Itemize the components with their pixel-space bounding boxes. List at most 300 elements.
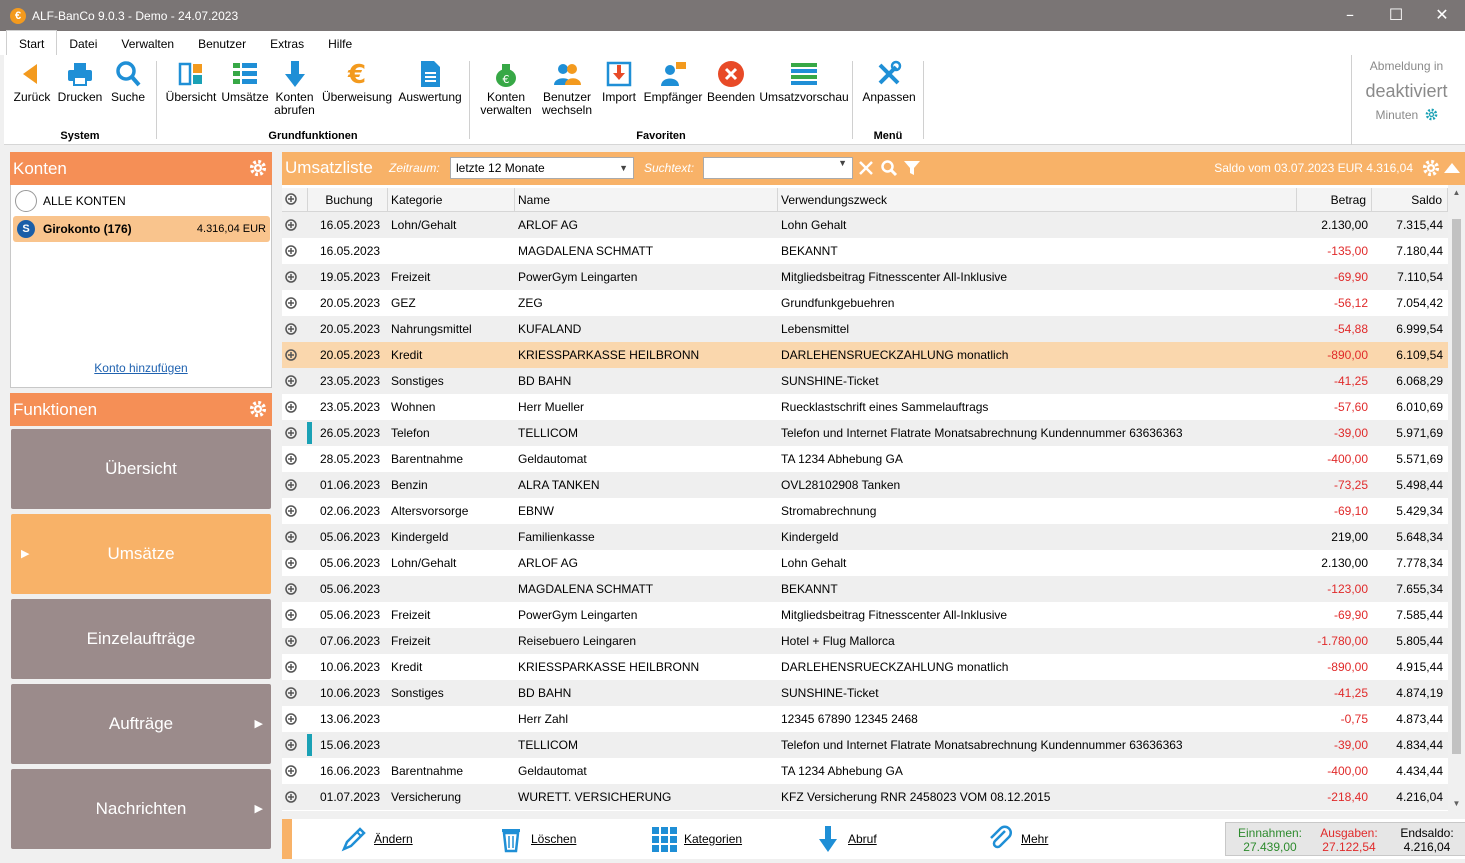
cell-purpose: 12345 67890 12345 2468 xyxy=(781,712,918,726)
abruf-button[interactable] xyxy=(814,825,877,853)
cell-date: 16.05.2023 xyxy=(320,218,381,232)
cell-amount: -69,90 xyxy=(1333,608,1368,622)
import-icon xyxy=(604,59,634,89)
saldo-text: Saldo vom 03.07.2023 EUR 4.316,04 xyxy=(1214,161,1413,175)
expand-row-plus-icon[interactable] xyxy=(285,713,297,725)
konten-verwalten-label-2: verwalten xyxy=(480,103,532,117)
cell-date: 20.05.2023 xyxy=(320,296,381,310)
cell-date: 23.05.2023 xyxy=(320,374,381,388)
cell-name: MAGDALENA SCHMATT xyxy=(518,582,654,596)
filter-icon[interactable] xyxy=(903,159,921,177)
cell-cat: Barentnahme xyxy=(391,764,464,778)
aendern-button[interactable] xyxy=(340,825,413,853)
funktion-einzelauftraege-label: Einzelaufträge xyxy=(86,629,196,648)
cell-date: 26.05.2023 xyxy=(320,426,381,440)
cell-name: Herr Zahl xyxy=(518,712,569,726)
collapse-up-icon[interactable] xyxy=(1443,159,1461,177)
cell-amount: -400,00 xyxy=(1327,764,1368,778)
column-header-betrag[interactable]: Betrag xyxy=(1297,188,1372,212)
konten-abrufen-button[interactable] xyxy=(272,59,317,117)
cell-name: BD BAHN xyxy=(518,686,572,700)
auswertung-label: Auswertung xyxy=(398,90,462,104)
expand-row-plus-icon[interactable] xyxy=(285,401,297,413)
preview-list-icon xyxy=(789,59,819,89)
cell-date: 10.06.2023 xyxy=(320,660,381,674)
table-row[interactable] xyxy=(282,420,1448,446)
users-icon xyxy=(552,59,582,89)
column-header-saldo[interactable]: Saldo xyxy=(1372,188,1448,212)
cell-name: ZEG xyxy=(518,296,543,310)
suchtext-label: Suchtext: xyxy=(644,161,695,175)
funktion-einzelauftraege-button[interactable] xyxy=(11,599,271,679)
expand-all-header[interactable] xyxy=(282,188,308,212)
suche-button[interactable] xyxy=(108,59,148,104)
cell-saldo: 7.110,54 xyxy=(1397,270,1443,284)
cell-cat: Lohn/Gehalt xyxy=(391,556,457,570)
umsaetze-ribbon-button[interactable] xyxy=(221,59,269,104)
cell-cat: Kredit xyxy=(391,348,423,362)
zurueck-label: Zurück xyxy=(13,90,51,104)
cell-cat xyxy=(391,238,513,264)
overview-icon xyxy=(176,59,206,89)
expand-row-plus-icon[interactable] xyxy=(285,505,297,517)
expand-row-plus-icon[interactable] xyxy=(285,479,297,491)
alle-konten-item[interactable] xyxy=(15,189,126,213)
ribbon-group-favoriten xyxy=(470,55,852,145)
cell-cat: Kredit xyxy=(391,660,423,674)
konten-verwalten-label-1: Konten xyxy=(486,90,526,104)
table-row[interactable] xyxy=(282,758,1448,784)
cell-purpose: DARLEHENSRUECKZAHLUNG monatlich xyxy=(781,348,1009,362)
table-row[interactable] xyxy=(282,680,1448,706)
cell-saldo: 6.068,29 xyxy=(1396,374,1443,388)
cell-name: TELLICOM xyxy=(518,738,579,752)
cell-date: 23.05.2023 xyxy=(320,400,381,414)
list-settings-gear-icon[interactable] xyxy=(1422,159,1440,177)
table-row[interactable] xyxy=(282,706,1448,732)
expand-row-plus-icon[interactable] xyxy=(285,219,297,231)
expand-arrow-icon: ▶ xyxy=(254,718,263,730)
expand-row-plus-icon[interactable] xyxy=(285,661,297,673)
chevron-down-icon: ▼ xyxy=(838,158,847,168)
umsatzliste-header xyxy=(282,152,1465,185)
uebersicht-ribbon-button[interactable] xyxy=(165,59,217,104)
cell-cat: Altersvorsorge xyxy=(391,504,469,518)
cell-amount: -39,00 xyxy=(1333,738,1368,752)
cell-name: PowerGym Leingarten xyxy=(518,270,638,284)
cell-name: WURETT. VERSICHERUNG xyxy=(518,790,672,804)
cell-name: ALRA TANKEN xyxy=(518,478,600,492)
cell-saldo: 7.585,44 xyxy=(1396,608,1443,622)
ausgaben-summary xyxy=(1310,826,1388,854)
cell-cat: GEZ xyxy=(391,296,416,310)
endsaldo-value: 4.216,04 xyxy=(1403,840,1451,854)
empfaenger-label: Empfänger xyxy=(643,90,703,104)
cell-purpose: BEKANNT xyxy=(781,244,838,258)
tools-icon xyxy=(874,59,904,89)
expand-row-plus-icon[interactable] xyxy=(285,271,297,283)
search-icon xyxy=(113,59,143,89)
cell-saldo: 6.109,54 xyxy=(1396,348,1443,362)
table-row[interactable] xyxy=(282,342,1448,368)
beenden-label: Beenden xyxy=(706,90,756,104)
euro-icon xyxy=(342,59,372,89)
row-marker xyxy=(307,734,312,756)
table-row[interactable] xyxy=(282,264,1448,290)
einnahmen-value: 27.439,00 xyxy=(1243,840,1297,854)
cell-purpose: Mitgliedsbeitrag Fitnesscenter All-Inklusive xyxy=(781,270,1008,284)
suchtext-input[interactable] xyxy=(703,157,853,179)
cell-name: KRIESSPARKASSE HEILBRONN xyxy=(518,348,700,362)
expand-row-plus-icon[interactable] xyxy=(285,427,297,439)
cell-date: 02.06.2023 xyxy=(320,504,381,518)
cell-saldo: 4.834,44 xyxy=(1396,738,1443,752)
grid-icon xyxy=(650,825,678,853)
anpassen-button[interactable] xyxy=(859,59,919,104)
scrollbar-thumb[interactable] xyxy=(1452,219,1461,754)
umsatzvorschau-button[interactable] xyxy=(758,59,850,104)
expand-row-plus-icon[interactable] xyxy=(285,557,297,569)
expand-row-plus-icon[interactable] xyxy=(285,609,297,621)
cell-date: 19.05.2023 xyxy=(320,270,381,284)
expand-row-plus-icon[interactable] xyxy=(285,765,297,777)
cell-purpose: Grundfunkgebuehren xyxy=(781,296,895,310)
ribbon-separator xyxy=(923,61,924,139)
benutzer-wechseln-button[interactable] xyxy=(538,59,596,117)
abruf-label: Abruf xyxy=(848,832,877,846)
scroll-up-arrow-icon[interactable]: ▲ xyxy=(1452,188,1461,197)
document-icon xyxy=(415,59,445,89)
funktion-auftraege-button[interactable] xyxy=(11,684,271,764)
auswertung-button[interactable] xyxy=(397,59,463,104)
minimize-button[interactable]: – xyxy=(1346,5,1354,24)
table-row[interactable] xyxy=(282,628,1448,654)
cell-purpose: SUNSHINE-Ticket xyxy=(781,374,879,388)
abmeldung-minutes-label: Minuten xyxy=(1375,108,1419,122)
tab-datei[interactable]: Datei xyxy=(69,37,98,51)
back-arrow-icon xyxy=(17,59,47,89)
expand-row-plus-icon[interactable] xyxy=(285,245,297,257)
tab-benutzer[interactable]: Benutzer xyxy=(198,37,247,51)
cell-amount: -39,00 xyxy=(1333,426,1368,440)
cell-cat: Kindergeld xyxy=(391,530,449,544)
expand-row-plus-icon[interactable] xyxy=(285,531,297,543)
ribbon-group-grundfunktionen xyxy=(157,55,469,145)
beenden-button[interactable] xyxy=(706,59,756,104)
table-row[interactable] xyxy=(282,316,1448,342)
einnahmen-summary xyxy=(1231,826,1309,854)
scroll-down-arrow-icon[interactable]: ▼ xyxy=(1452,799,1461,808)
expand-row-plus-icon[interactable] xyxy=(285,453,297,465)
svg-text:€: € xyxy=(347,60,367,89)
cell-purpose: Lohn Gehalt xyxy=(781,556,847,570)
cell-saldo: 7.778,34 xyxy=(1396,556,1443,570)
expand-row-plus-icon[interactable] xyxy=(285,739,297,751)
cell-date: 05.06.2023 xyxy=(320,608,381,622)
umsatzvorschau-label: Umsatzvorschau xyxy=(759,90,849,104)
table-row[interactable] xyxy=(282,602,1448,628)
download-arrow-icon xyxy=(814,825,842,853)
ribbon-group-system xyxy=(4,55,156,145)
bottom-toolbar xyxy=(282,819,1465,859)
cell-purpose: BEKANNT xyxy=(781,582,838,596)
tab-hilfe[interactable]: Hilfe xyxy=(328,37,353,51)
cell-purpose: KFZ Versicherung RNR 2458023 VOM 08.12.2015 xyxy=(781,790,1051,804)
clear-search-icon[interactable] xyxy=(857,159,875,177)
zeitraum-value: letzte 12 Monate xyxy=(456,161,545,175)
funktionen-title: Funktionen xyxy=(13,400,98,419)
zurueck-button[interactable] xyxy=(12,59,52,104)
cell-amount: 219,00 xyxy=(1331,530,1368,544)
exit-icon xyxy=(716,59,746,89)
cell-name: Herr Mueller xyxy=(518,400,585,414)
benutzer-wechseln-label-1: Benutzer xyxy=(542,90,592,104)
cell-amount: -135,00 xyxy=(1327,244,1368,258)
import-label: Import xyxy=(601,90,636,104)
account-name: Girokonto (176) xyxy=(43,222,132,236)
import-button[interactable] xyxy=(598,59,640,104)
cell-amount: -69,10 xyxy=(1333,504,1368,518)
uebersicht-label: Übersicht xyxy=(165,90,217,104)
loeschen-button[interactable] xyxy=(497,825,576,853)
ueberweisung-button[interactable] xyxy=(321,59,393,104)
expand-row-plus-icon[interactable] xyxy=(285,323,297,335)
mehr-label: Mehr xyxy=(1021,832,1049,846)
endsaldo-summary xyxy=(1389,826,1465,854)
cell-date: 20.05.2023 xyxy=(320,322,381,336)
cell-cat xyxy=(391,732,513,758)
zeitraum-label: Zeitraum: xyxy=(389,161,440,175)
cell-cat: Nahrungsmittel xyxy=(391,322,472,336)
radio-circle-icon xyxy=(15,190,37,212)
table-row[interactable] xyxy=(282,446,1448,472)
pencil-icon xyxy=(340,825,368,853)
expand-row-plus-icon[interactable] xyxy=(285,687,297,699)
ausgaben-label: Ausgaben: xyxy=(1320,826,1378,840)
cell-purpose: TA 1234 Abhebung GA xyxy=(781,764,903,778)
maximize-button[interactable]: ☐ xyxy=(1388,5,1404,24)
account-balance: 4.316,04 EUR xyxy=(196,223,266,235)
cell-date: 13.06.2023 xyxy=(320,712,381,726)
expand-row-plus-icon[interactable] xyxy=(285,635,297,647)
row-marker xyxy=(307,422,312,444)
ribbon xyxy=(4,55,1465,145)
cell-name: MAGDALENA SCHMATT xyxy=(518,244,654,258)
cell-saldo: 7.180,44 xyxy=(1396,244,1443,258)
cell-date: 15.06.2023 xyxy=(320,738,381,752)
cell-purpose: Telefon und Internet Flatrate Monatsabrechnung Kundennummer 63636363 xyxy=(781,426,1183,440)
cell-purpose: SUNSHINE-Ticket xyxy=(781,686,879,700)
cell-amount: -218,40 xyxy=(1327,790,1368,804)
tab-start[interactable]: Start xyxy=(6,30,57,55)
cell-name: Geldautomat xyxy=(518,452,587,466)
list-icon xyxy=(230,59,260,89)
cell-saldo: 4.873,44 xyxy=(1396,712,1443,726)
konten-settings-gear-icon[interactable] xyxy=(249,159,267,177)
cell-cat: Barentnahme xyxy=(391,452,464,466)
column-header-name[interactable]: Name xyxy=(515,188,778,212)
cell-purpose: Telefon und Internet Flatrate Monatsabrechnung Kundennummer 63636363 xyxy=(781,738,1183,752)
cell-purpose: Lohn Gehalt xyxy=(781,218,847,232)
expand-arrow-icon: ▶ xyxy=(254,803,263,815)
konto-hinzufuegen-link[interactable]: Konto hinzufügen xyxy=(94,361,188,375)
funktion-umsaetze-button[interactable] xyxy=(11,514,271,594)
svg-text:€: € xyxy=(502,73,510,86)
cell-purpose: OVL28102908 Tanken xyxy=(781,478,901,492)
account-item-girokonto[interactable] xyxy=(13,216,270,242)
group-label-system: System xyxy=(60,130,100,142)
cell-saldo: 5.805,44 xyxy=(1396,634,1443,648)
plus-circle-icon xyxy=(285,193,297,205)
column-header-kategorie[interactable]: Kategorie xyxy=(388,188,515,212)
cell-saldo: 4.216,04 xyxy=(1396,790,1443,804)
cell-cat: Benzin xyxy=(391,478,428,492)
cell-date: 05.06.2023 xyxy=(320,530,381,544)
expand-row-plus-icon[interactable] xyxy=(285,583,297,595)
table-row[interactable] xyxy=(282,472,1448,498)
expand-row-plus-icon[interactable] xyxy=(285,349,297,361)
cell-date: 16.05.2023 xyxy=(320,244,381,258)
funktion-auftraege-label: Aufträge xyxy=(108,714,174,733)
cell-name: KRIESSPARKASSE HEILBRONN xyxy=(518,660,700,674)
vertical-scrollbar[interactable] xyxy=(1448,185,1465,811)
app-euro-icon: € xyxy=(10,8,26,24)
expand-row-plus-icon[interactable] xyxy=(285,297,297,309)
tab-extras[interactable]: Extras xyxy=(270,37,305,51)
cell-saldo: 5.429,34 xyxy=(1396,504,1443,518)
abmeldung-minutes xyxy=(1352,108,1461,122)
bank-logo-icon: S xyxy=(17,220,35,238)
zeitraum-select[interactable] xyxy=(450,157,634,179)
table-row[interactable] xyxy=(282,524,1448,550)
anpassen-label: Anpassen xyxy=(862,90,916,104)
table-row[interactable] xyxy=(282,498,1448,524)
cell-date: 10.06.2023 xyxy=(320,686,381,700)
cell-saldo: 6.010,69 xyxy=(1396,400,1443,414)
cell-amount: 2.130,00 xyxy=(1321,218,1368,232)
cell-name: EBNW xyxy=(518,504,554,518)
cell-amount: -890,00 xyxy=(1327,348,1368,362)
alle-konten-label: ALLE KONTEN xyxy=(43,194,126,208)
cell-cat: Sonstiges xyxy=(391,374,444,388)
cell-saldo: 5.498,44 xyxy=(1396,478,1443,492)
table-row[interactable] xyxy=(282,368,1448,394)
cell-cat: Freizeit xyxy=(391,608,431,622)
kategorien-button[interactable] xyxy=(650,825,742,853)
drucken-button[interactable] xyxy=(56,59,104,104)
table-row[interactable] xyxy=(282,576,1448,602)
cell-name: ARLOF AG xyxy=(518,218,579,232)
funktion-uebersicht-button[interactable] xyxy=(11,429,271,509)
aendern-label: Ändern xyxy=(374,832,413,846)
table-row[interactable] xyxy=(282,290,1448,316)
funktionen-settings-gear-icon[interactable] xyxy=(249,400,267,418)
table-row[interactable] xyxy=(282,732,1448,758)
paperclip-icon xyxy=(987,825,1015,853)
cell-date: 07.06.2023 xyxy=(320,634,381,648)
konten-list xyxy=(10,185,272,388)
recipient-icon xyxy=(658,59,688,89)
cell-amount: -41,25 xyxy=(1333,374,1368,388)
window-title: ALF-BanCo 9.0.3 - Demo - 24.07.2023 xyxy=(32,8,239,23)
cell-amount: -1.780,00 xyxy=(1317,634,1368,648)
money-bag-icon xyxy=(491,59,521,89)
endsaldo-label: Endsaldo: xyxy=(1400,826,1454,840)
konten-verwalten-button[interactable] xyxy=(478,59,534,117)
group-label-favoriten: Favoriten xyxy=(636,130,686,142)
cell-cat: Versicherung xyxy=(391,790,462,804)
cell-amount: -41,25 xyxy=(1333,686,1368,700)
cell-date: 28.05.2023 xyxy=(320,452,381,466)
group-label-menu: Menü xyxy=(873,130,903,142)
cell-saldo: 7.655,34 xyxy=(1396,582,1443,596)
download-arrow-icon xyxy=(280,59,310,89)
table-row[interactable] xyxy=(282,784,1448,810)
ribbon-group-menu xyxy=(853,55,923,145)
cell-name: KUFALAND xyxy=(518,322,582,336)
funktion-nachrichten-label: Nachrichten xyxy=(95,799,187,818)
cell-amount: 2.130,00 xyxy=(1321,556,1368,570)
summary-box xyxy=(1225,822,1465,856)
auto-logout-panel xyxy=(1351,55,1461,145)
column-header-verwendungszweck[interactable]: Verwendungszweck xyxy=(778,188,1297,212)
cell-amount: -890,00 xyxy=(1327,660,1368,674)
table-row[interactable] xyxy=(282,550,1448,576)
einnahmen-label: Einnahmen: xyxy=(1237,826,1303,840)
search-icon[interactable] xyxy=(880,159,898,177)
loeschen-label: Löschen xyxy=(531,832,577,846)
funktion-nachrichten-button[interactable] xyxy=(11,769,271,849)
umsaetze-label: Umsätze xyxy=(221,90,269,104)
cell-date: 05.06.2023 xyxy=(320,582,381,596)
konten-header xyxy=(10,152,272,185)
konten-abrufen-label-1: Konten xyxy=(275,90,314,104)
table-row[interactable] xyxy=(282,212,1448,238)
gear-icon[interactable] xyxy=(1425,108,1438,121)
group-label-grundfunktionen: Grundfunktionen xyxy=(268,130,358,142)
suche-label: Suche xyxy=(110,90,146,104)
column-header-buchung[interactable]: Buchung xyxy=(308,188,388,212)
cell-saldo: 4.434,44 xyxy=(1396,764,1443,778)
cell-purpose: Ruecklastschrift eines Sammelauftrags xyxy=(781,400,989,414)
cell-saldo: 5.571,69 xyxy=(1396,452,1443,466)
cell-amount: -54,88 xyxy=(1333,322,1368,336)
cell-name: TELLICOM xyxy=(518,426,579,440)
cell-purpose: Stromabrechnung xyxy=(781,504,877,518)
cell-purpose: DARLEHENSRUECKZAHLUNG monatlich xyxy=(781,660,1009,674)
kategorien-label: Kategorien xyxy=(684,832,743,846)
mehr-button[interactable] xyxy=(987,825,1048,853)
title-bar xyxy=(0,0,1465,31)
expand-row-plus-icon[interactable] xyxy=(285,791,297,803)
close-window-button[interactable]: ✕ xyxy=(1435,5,1449,24)
table-row[interactable] xyxy=(282,238,1448,264)
cell-saldo: 7.315,44 xyxy=(1396,218,1443,232)
cell-date: 01.07.2023 xyxy=(320,790,381,804)
cell-purpose: TA 1234 Abhebung GA xyxy=(781,452,903,466)
konten-title: Konten xyxy=(13,159,67,178)
tab-verwalten[interactable]: Verwalten xyxy=(121,37,175,51)
cell-date: 16.06.2023 xyxy=(320,764,381,778)
abmeldung-label: Abmeldung in xyxy=(1369,59,1444,73)
table-row[interactable] xyxy=(282,654,1448,680)
drucken-label: Drucken xyxy=(57,90,103,104)
table-row[interactable] xyxy=(282,394,1448,420)
cell-name: Geldautomat xyxy=(518,764,587,778)
empfaenger-button[interactable] xyxy=(642,59,704,104)
cell-saldo: 5.971,69 xyxy=(1396,426,1443,440)
expand-row-plus-icon[interactable] xyxy=(285,375,297,387)
